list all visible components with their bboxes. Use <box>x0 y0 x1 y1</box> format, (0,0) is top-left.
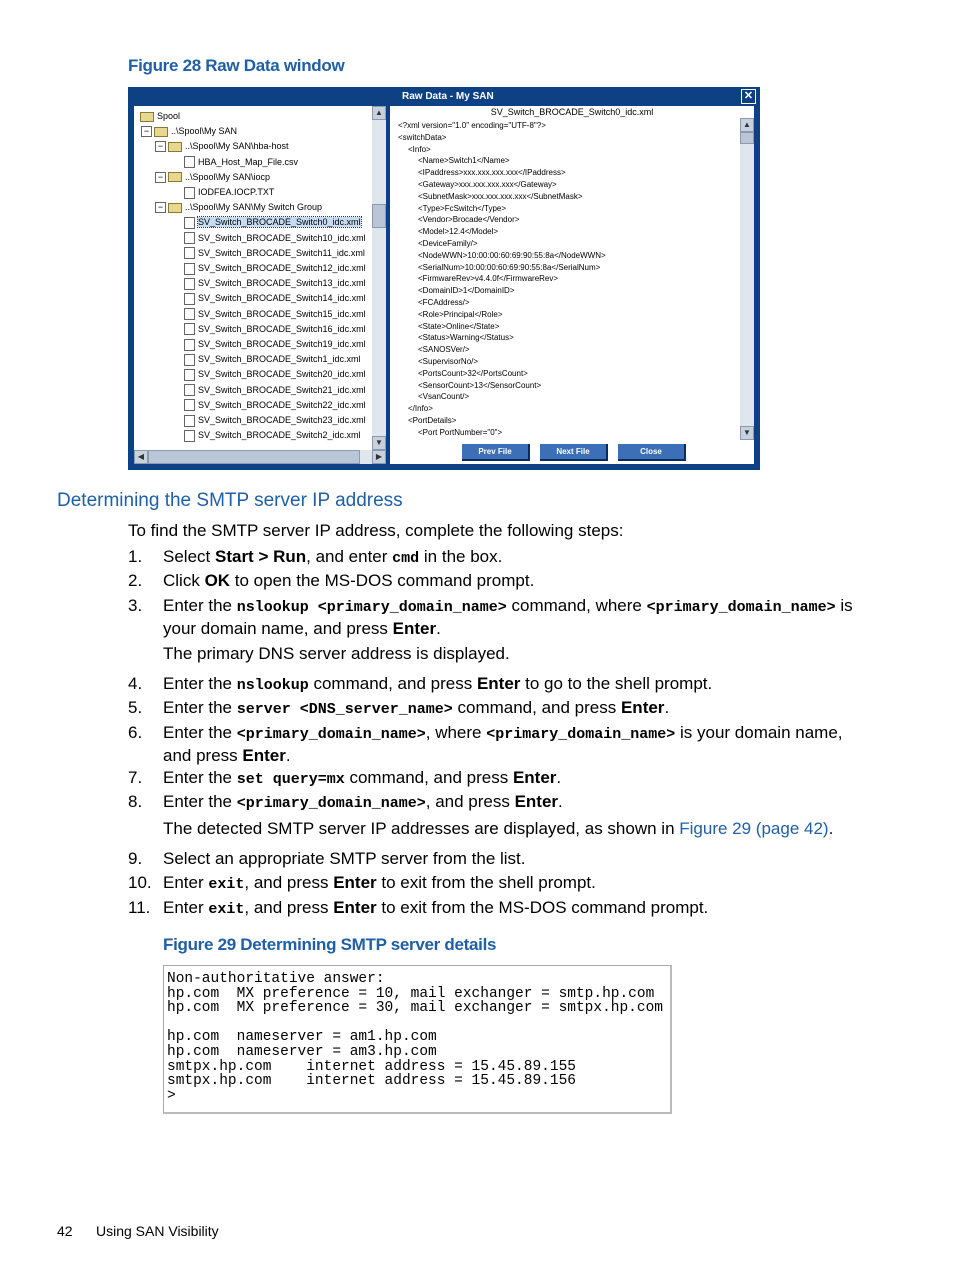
file-icon <box>184 247 195 259</box>
ui-term: Enter <box>620 698 665 717</box>
note-end: . <box>828 819 834 838</box>
command-text: exit <box>208 901 245 918</box>
step-text <box>163 848 868 869</box>
figure-29-caption: Figure 29 Determining SMTP server details <box>163 935 497 954</box>
scroll-left-icon[interactable]: ◀ <box>134 450 148 464</box>
tree-item[interactable] <box>157 171 271 183</box>
tree-item-label: SV_Switch_BROCADE_Switch13_idc.xml <box>198 278 366 289</box>
step-text-run: command, and press <box>344 768 513 787</box>
step-text <box>163 722 868 766</box>
xml-line: <FCAddress/> <box>418 298 470 307</box>
tree-item-label: SV_Switch_BROCADE_Switch16_idc.xml <box>198 323 366 334</box>
tree-item-label: SV_Switch_BROCADE_Switch14_idc.xml <box>198 293 366 304</box>
xml-line: <?xml version="1.0" encoding="UTF-8"?> <box>398 121 546 130</box>
file-header: SV_Switch_BROCADE_Switch0_idc.xml <box>390 106 754 118</box>
scroll-thumb[interactable] <box>148 450 360 464</box>
terminal-line: hp.com MX preference = 30, mail exchanger = smtpx.hp.com <box>167 1000 663 1017</box>
xml-line: <SubnetMask>xxx.xxx.xxx.xxx</SubnetMask> <box>418 191 583 201</box>
step-text <box>163 546 868 569</box>
step-text-run: . <box>558 792 563 811</box>
ui-term: Enter <box>476 674 521 693</box>
tree-item[interactable] <box>184 429 361 442</box>
xml-line: <Type>FcSwitch</Type> <box>418 203 507 213</box>
step-text <box>163 872 868 895</box>
tree-item-label: SV_Switch_BROCADE_Switch15_idc.xml <box>198 308 366 319</box>
folder-icon <box>168 172 182 182</box>
file-icon <box>184 369 195 381</box>
note-after-step-8 <box>163 818 833 840</box>
xml-line: <SupervisorNo/> <box>418 357 479 366</box>
next-file-button[interactable]: Next File <box>540 444 608 461</box>
xml-line: <Status>Warning</Status> <box>418 333 514 343</box>
step-text-run: to exit from the shell prompt. <box>376 873 596 892</box>
window-title: Raw Data - My SAN <box>402 91 494 102</box>
scroll-right-icon[interactable]: ▶ <box>372 450 386 464</box>
xml-line: <SensorCount>13</SensorCount> <box>418 380 542 390</box>
xml-line: <PortDetails> <box>408 416 457 425</box>
step-text <box>163 897 868 920</box>
step-number: 8. <box>128 792 143 811</box>
scroll-thumb[interactable] <box>372 204 386 228</box>
step-text-run: is your domain name, and press <box>163 596 853 638</box>
step-number: 7. <box>128 768 143 787</box>
command-text: server <DNS_server_name> <box>236 701 453 718</box>
xml-line: <Port PortNumber="0"> <box>418 427 503 437</box>
tree-item[interactable] <box>184 384 366 397</box>
folder-icon <box>140 112 154 122</box>
tree-item[interactable] <box>184 414 366 427</box>
intro-text: To find the SMTP server IP address, complete the following steps: <box>128 521 624 540</box>
xml-line: <Model>12.4</Model> <box>418 227 499 237</box>
xml-line: <SANOSVer/> <box>418 345 470 355</box>
xml-line: <Vendor>Brocade</Vendor> <box>418 215 520 225</box>
step-text-run: to open the MS-DOS command prompt. <box>230 571 535 590</box>
tree-item-label: ..\Spool\My SAN\iocp <box>185 171 271 182</box>
tree-item-label: ..\Spool\My SAN <box>171 126 238 137</box>
collapse-toggle-icon[interactable]: − <box>141 126 152 137</box>
ui-term: Enter <box>333 873 377 892</box>
command-text: cmd <box>392 550 420 567</box>
step-text <box>163 791 868 814</box>
xml-line: <Gateway>xxx.xxx.xxx.xxx</Gateway> <box>418 180 557 189</box>
tree-item-label: SV_Switch_BROCADE_Switch20_idc.xml <box>198 369 366 380</box>
tree-item-label: SV_Switch_BROCADE_Switch0_idc.xml <box>198 217 361 228</box>
step-text-run: in the box. <box>419 547 503 566</box>
tree-item-label: IODFEA.IOCP.TXT <box>198 187 275 197</box>
ui-term: Enter <box>392 619 437 638</box>
step-text-run: Enter <box>163 898 209 917</box>
tree-item-label: ..\Spool\My SAN\My Switch Group <box>185 202 323 213</box>
step-number: 3. <box>128 596 143 615</box>
command-text: exit <box>208 876 245 893</box>
tree-item-label: SV_Switch_BROCADE_Switch19_idc.xml <box>198 339 366 349</box>
step-text <box>163 570 868 591</box>
step-number: 2. <box>128 571 143 590</box>
step-text-run: Enter the <box>163 698 237 717</box>
xml-line: <PortsCount>32</PortsCount> <box>418 368 528 378</box>
command-text: set query=mx <box>236 771 345 788</box>
command-text: <primary_domain_name> <box>236 726 426 743</box>
terminal-line: hp.com nameserver = am1.hp.com <box>167 1029 437 1046</box>
prev-file-button[interactable]: Prev File <box>462 444 530 461</box>
tree-item[interactable] <box>184 368 366 381</box>
tree-item-label: SV_Switch_BROCADE_Switch12_idc.xml <box>198 263 366 273</box>
tree-item-label: Spool <box>157 111 181 121</box>
step-text-run: Click <box>163 571 205 590</box>
step-text-run: Enter the <box>163 792 237 811</box>
step-number: 10. <box>128 873 152 892</box>
close-icon[interactable]: ✕ <box>741 89 756 104</box>
terminal-line: hp.com nameserver = am3.hp.com <box>167 1044 437 1060</box>
step-text-run: command, where <box>506 596 647 615</box>
tree-item[interactable] <box>184 338 366 351</box>
step-text <box>163 697 868 720</box>
tree-item[interactable] <box>140 110 180 122</box>
tree-item[interactable] <box>184 247 365 260</box>
xml-line: <Name>Switch1</Name> <box>418 156 510 166</box>
scroll-up-icon[interactable]: ▲ <box>740 118 754 132</box>
scroll-up-icon[interactable]: ▲ <box>372 106 386 120</box>
xml-vertical-scrollbar[interactable] <box>740 118 754 440</box>
step-text-run: , and press <box>244 898 334 917</box>
step-text-run: , and enter <box>306 547 393 566</box>
tree-item-label: SV_Switch_BROCADE_Switch21_idc.xml <box>198 384 366 395</box>
page-number: 42 <box>57 1223 73 1239</box>
step-number: 1. <box>128 547 143 566</box>
xml-line: <Role>Principal</Role> <box>418 309 503 319</box>
step-text-run: Select <box>163 547 215 566</box>
step-text-run: . <box>664 698 670 717</box>
command-text: <primary_domain_name> <box>236 795 426 812</box>
step-text-run: is your domain name, and press <box>163 723 843 765</box>
command-text: <primary_domain_name> <box>646 599 836 616</box>
tree-horizontal-scrollbar[interactable] <box>134 450 386 464</box>
tree-item[interactable] <box>143 125 238 137</box>
tree-item[interactable] <box>184 323 366 336</box>
tree-item[interactable] <box>184 277 366 290</box>
step-text-run: Enter the <box>163 723 237 742</box>
xml-line: <DeviceFamily/> <box>418 239 478 248</box>
step-text-run: Enter the <box>163 596 237 615</box>
tree-item-label: SV_Switch_BROCADE_Switch22_idc.xml <box>198 399 366 410</box>
scroll-down-icon[interactable]: ▼ <box>740 426 754 440</box>
step-text-run: to exit from the MS-DOS command prompt. <box>376 898 709 917</box>
command-prompt-output <box>163 965 672 1114</box>
folder-icon <box>154 127 168 137</box>
footer-title: Using SAN Visibility <box>96 1223 219 1239</box>
step-number: 6. <box>128 723 143 742</box>
folder-icon <box>168 142 182 152</box>
collapse-toggle-icon[interactable]: − <box>155 202 166 213</box>
xml-line: <VsanCount/> <box>418 392 470 402</box>
tree-item-label: SV_Switch_BROCADE_Switch11_idc.xml <box>198 247 365 258</box>
file-icon <box>184 278 195 290</box>
file-icon <box>184 293 195 305</box>
file-icon <box>184 232 195 244</box>
collapse-toggle-icon[interactable]: − <box>155 141 166 152</box>
file-icon <box>184 187 195 199</box>
step-number: 9. <box>128 849 143 868</box>
file-icon <box>184 430 195 442</box>
note-text: The detected SMTP server IP addresses are displayed, as shown in <box>163 819 680 838</box>
tree-item-label: SV_Switch_BROCADE_Switch23_idc.xml <box>198 415 366 425</box>
tree-item[interactable] <box>184 399 366 412</box>
terminal-line: smtpx.hp.com internet address = 15.45.89.155 <box>167 1058 576 1075</box>
step-text-run: . <box>285 746 291 765</box>
file-icon <box>184 384 195 396</box>
step-text-run: Select an appropriate SMTP server from the list. <box>163 849 526 868</box>
step-text <box>163 595 868 639</box>
xml-line: <FirmwareRev>v4.4.0f</FirmwareRev> <box>418 274 559 284</box>
step-text-run: , and press <box>244 873 334 892</box>
terminal-line: hp.com MX preference = 10, mail exchanger = smtp.hp.com <box>167 985 655 1002</box>
step-text-run: , where <box>425 723 487 742</box>
scroll-down-icon[interactable]: ▼ <box>372 436 386 450</box>
close-button[interactable]: Close <box>618 444 686 461</box>
terminal-line: Non-authoritative answer: <box>167 971 385 987</box>
step-text-run: Enter <box>163 873 209 892</box>
tree-item[interactable] <box>184 262 366 275</box>
raw-data-window <box>128 87 760 470</box>
file-icon <box>184 415 195 427</box>
command-text: nslookup <box>236 677 309 694</box>
window-button-bar <box>390 440 754 464</box>
file-icon <box>184 217 195 229</box>
step-number: 5. <box>128 698 143 717</box>
step-text-run: . <box>556 768 562 787</box>
figure-28-caption: Figure 28 Raw Data window <box>128 56 345 75</box>
ui-term: Enter <box>242 746 286 765</box>
command-text: <primary_domain_name> <box>486 726 676 743</box>
xml-content <box>390 118 740 440</box>
step-text <box>163 767 868 790</box>
folder-icon <box>168 203 182 213</box>
step-text-run: , and press <box>425 792 515 811</box>
tree-vertical-scrollbar[interactable] <box>372 106 386 450</box>
tree-item[interactable] <box>184 216 361 229</box>
xml-line: <switchData> <box>398 132 447 142</box>
step-text-run: command, and press <box>308 674 477 693</box>
command-text: nslookup <primary_domain_name> <box>236 599 507 616</box>
step-text-run: to go to the shell prompt. <box>520 674 713 693</box>
tree-item[interactable] <box>184 186 274 199</box>
tree-item[interactable] <box>184 156 298 169</box>
step-text-run: Enter the <box>163 674 237 693</box>
xml-line: <NodeWWN>10:00:00:60:69:90:55:8a</NodeWWN> <box>418 250 606 260</box>
tree-item[interactable] <box>157 201 323 213</box>
tree-item[interactable] <box>184 292 366 305</box>
section-heading: Determining the SMTP server IP address <box>57 490 403 511</box>
figure-29-link[interactable]: Figure 29 (page 42) <box>679 819 829 838</box>
step-text-run: Enter the <box>163 768 237 787</box>
step-text-run: . <box>436 619 441 638</box>
ui-term: Enter <box>514 792 559 811</box>
xml-line: <Info> <box>408 144 431 154</box>
step-number: 4. <box>128 674 143 693</box>
step-text <box>163 673 868 696</box>
xml-line: </Info> <box>408 404 433 414</box>
tree-item[interactable] <box>184 308 366 321</box>
file-icon <box>184 323 195 335</box>
tree-item-label: HBA_Host_Map_File.csv <box>198 156 299 167</box>
terminal-line: smtpx.hp.com internet address = 15.45.89.156 <box>167 1073 576 1090</box>
file-icon <box>184 339 195 351</box>
xml-line: <SerialNum>10:00:00:60:69:90:55:8a</SerialNum> <box>418 262 601 272</box>
file-icon <box>184 308 195 320</box>
tree-item[interactable] <box>184 353 361 366</box>
step-number: 11. <box>128 898 151 917</box>
tree-item-label: SV_Switch_BROCADE_Switch1_idc.xml <box>198 354 361 365</box>
ui-term: Enter <box>333 898 377 917</box>
collapse-toggle-icon[interactable]: − <box>155 172 166 183</box>
ui-term: OK <box>204 571 231 590</box>
ui-term: Start > Run <box>214 547 307 566</box>
tree-item-label: SV_Switch_BROCADE_Switch2_idc.xml <box>198 430 361 441</box>
scroll-thumb[interactable] <box>740 132 754 144</box>
terminal-line: > <box>167 1087 176 1104</box>
tree-item[interactable] <box>184 232 366 245</box>
note-after-step-3: The primary DNS server address is displayed. <box>163 644 510 663</box>
file-icon <box>184 263 195 275</box>
file-tree <box>134 106 372 450</box>
file-icon <box>184 399 195 411</box>
tree-item-label: ..\Spool\My SAN\hba-host <box>185 141 289 152</box>
xml-line: <IPaddress>xxx.xxx.xxx.xxx</IPaddress> <box>418 168 566 178</box>
tree-item[interactable] <box>157 140 289 152</box>
xml-line: <DomainID>1</DomainID> <box>418 286 515 296</box>
step-text-run: command, and press <box>452 698 621 717</box>
file-icon <box>184 156 195 168</box>
file-icon <box>184 354 195 366</box>
xml-line: <State>Online</State> <box>418 321 500 331</box>
tree-item-label: SV_Switch_BROCADE_Switch10_idc.xml <box>198 232 366 243</box>
ui-term: Enter <box>512 768 557 787</box>
window-titlebar <box>128 87 760 106</box>
